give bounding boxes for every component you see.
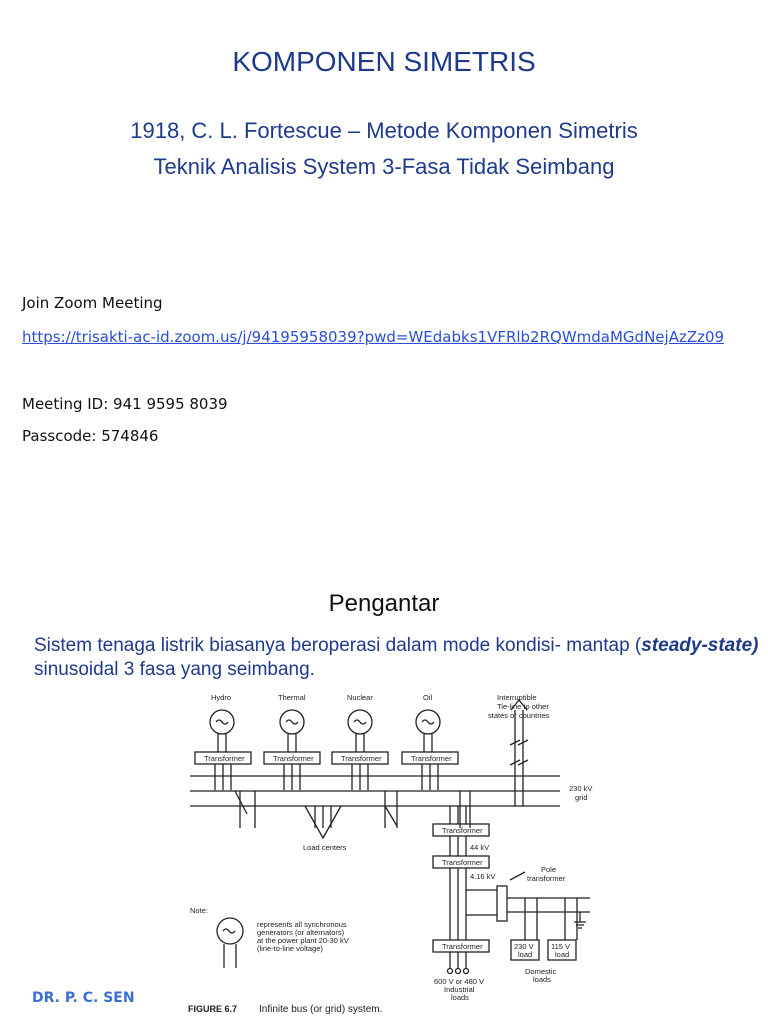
pole-transformer-label-1: Pole [541, 865, 557, 874]
load-centers-label: Load centers [303, 843, 347, 852]
gen-label-thermal: Thermal [278, 693, 306, 702]
domestic-label-1: Domestic [525, 967, 557, 976]
zoom-join-label: Join Zoom Meeting [22, 294, 163, 312]
gen-label-nuclear: Nuclear [347, 693, 373, 702]
industrial-label-3: loads [451, 993, 469, 1002]
industrial-label-2: Industrial [444, 985, 475, 994]
transformer-label: Transformer [204, 754, 245, 763]
intro-text-2: sinusoidal 3 fasa yang seimbang. [34, 659, 315, 680]
zoom-passcode: Passcode: 574846 [22, 427, 159, 445]
kv44-label: 44 kV [470, 843, 490, 852]
figure-caption-label: FIGURE 6.7 [188, 1004, 238, 1014]
note-label: Note: [190, 906, 208, 915]
note-line-2: generators (or alternators) [257, 928, 345, 937]
grid-system-figure [185, 690, 615, 1020]
grid-label: grid [575, 793, 588, 802]
note-line-4: (line-to-line voltage) [257, 944, 323, 953]
load-115-label: 115 V [551, 942, 571, 951]
transformer-label: Transformer [411, 754, 452, 763]
author-label: DR. P. C. SEN [32, 990, 135, 1006]
note-line-3: at the power plant 20-30 kV [257, 936, 349, 945]
transformer-label: Transformer [341, 754, 382, 763]
note-line-1: represents all synchronous [257, 920, 347, 929]
tie-line-label-2: Tie-line to other [497, 702, 549, 711]
zoom-meeting-link[interactable]: https://trisakti-ac-id.zoom.us/j/94195958039?pwd=WEdabks1VFRlb2RQWmdaMGdNejAzZz09 [22, 328, 725, 346]
gen-label-hydro: Hydro [211, 693, 232, 702]
figure-caption-text: Infinite bus (or grid) system. [259, 1004, 383, 1015]
gen-label-oil: Oil [423, 693, 433, 702]
transformer-label: Transformer [442, 858, 483, 867]
industrial-label-1: 600 V or 480 V [434, 977, 485, 986]
tie-line-label-1: Interruptible [497, 693, 537, 702]
domestic-label-2: loads [533, 975, 551, 984]
slide-title: KOMPONEN SIMETRIS [232, 46, 536, 77]
load-230-label: 230 V [514, 942, 534, 951]
section-heading: Pengantar [328, 590, 440, 617]
load-230-sub: load [518, 950, 533, 959]
slide-subtitle-line1: 1918, C. L. Fortescue – Metode Komponen Simetris [130, 118, 638, 143]
transformer-label: Transformer [442, 826, 483, 835]
intro-text-1: Sistem tenaga listrik biasanya beroperasi dalam mode kondisi- mantap ( [34, 635, 642, 656]
intro-emphasis: steady-state) [641, 635, 759, 656]
transformer-label: Transformer [442, 942, 483, 951]
transformer-label: Transformer [273, 754, 314, 763]
zoom-meeting-id: Meeting ID: 941 9595 8039 [22, 395, 228, 413]
intro-paragraph [34, 634, 764, 682]
grid-voltage-label: 230 kV [569, 784, 593, 793]
tie-line-label-3: states or countries [488, 711, 550, 720]
pole-transformer-label-2: transformer [527, 874, 566, 883]
slide-subtitle-line2: Teknik Analisis System 3-Fasa Tidak Seimbang [153, 154, 615, 179]
kv416-label: 4.16 kV [470, 872, 496, 881]
load-115-sub: load [555, 950, 570, 959]
